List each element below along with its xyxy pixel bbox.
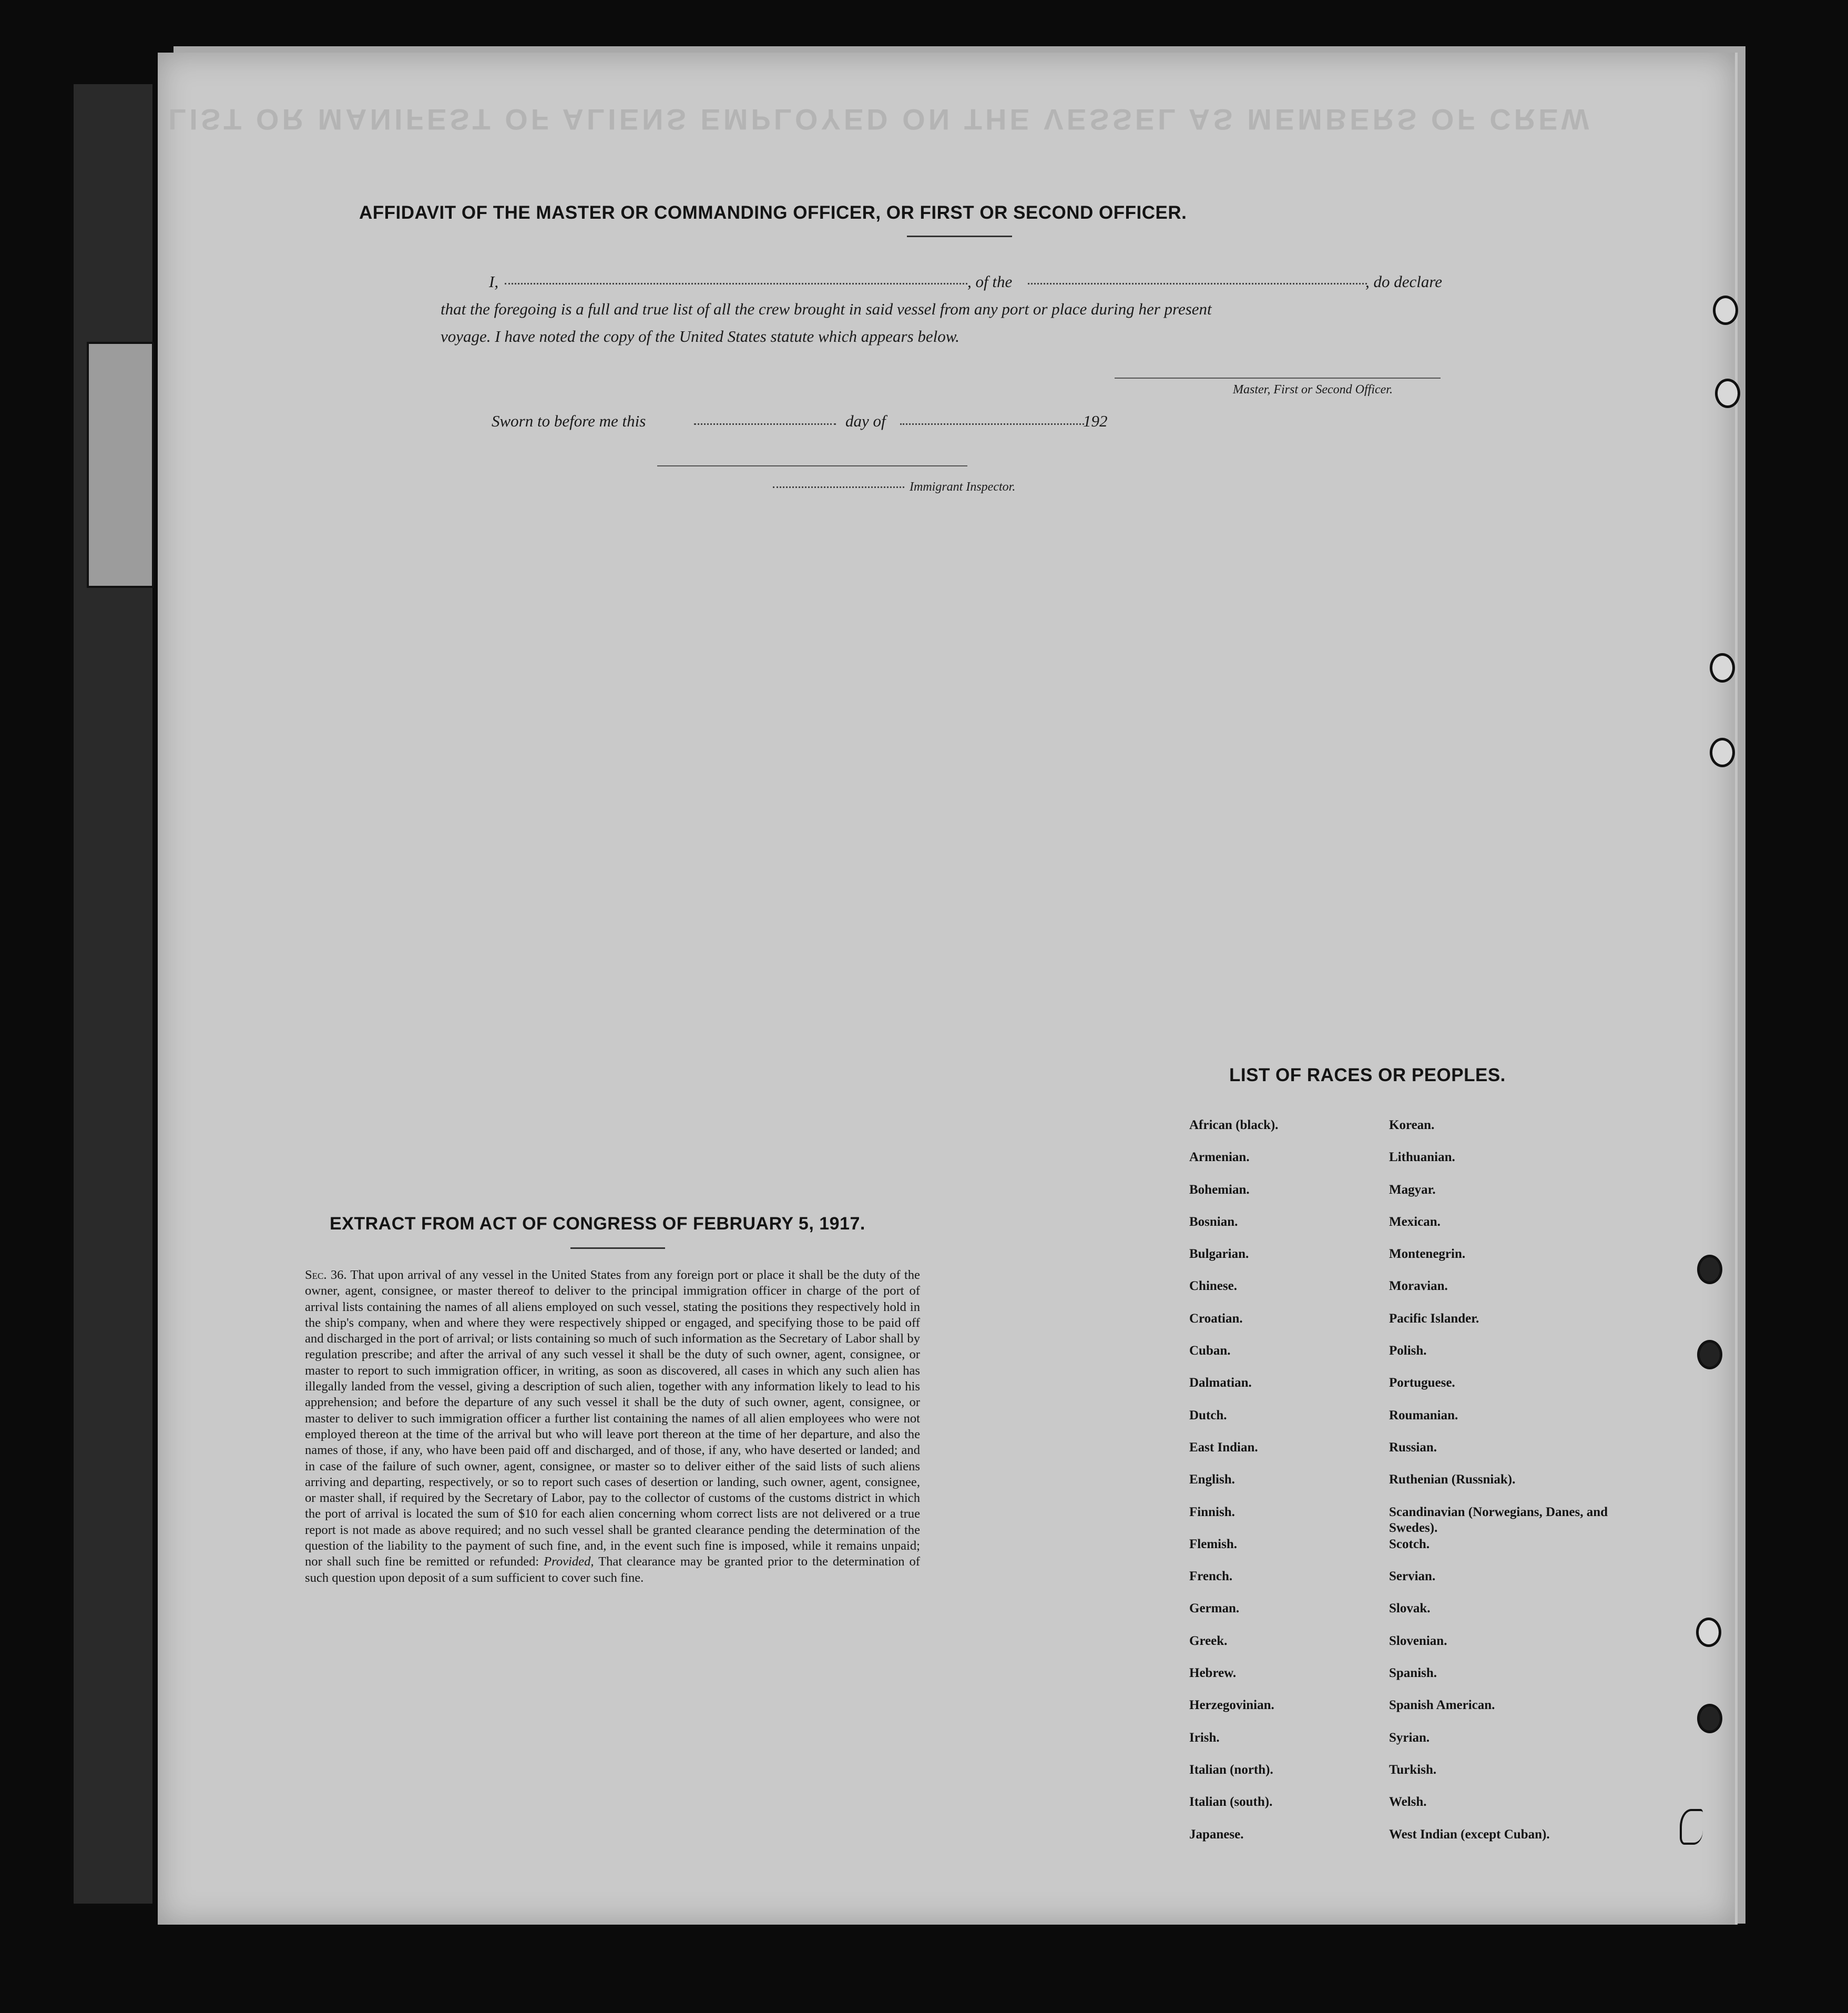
master-caption: Master, First or Second Officer. [1233,383,1393,396]
binder-hole-icon [1697,1255,1722,1284]
provided-word: Provided, [544,1554,594,1569]
affidavit-i-label: I, [489,272,499,291]
adjacent-page-box [87,342,154,588]
race-item: Welsh. [1389,1795,1427,1809]
races-column-1 [1189,1117,1400,1859]
race-item: Italian (south). [1189,1795,1273,1809]
sworn-day-blank[interactable] [694,423,836,425]
race-item: Portuguese. [1389,1376,1455,1390]
race-item: Spanish. [1389,1666,1437,1681]
affidavit-line-3: voyage. I have noted the copy of the United States statute which appears below. [441,327,959,345]
affidavit-title: AFFIDAVIT OF THE MASTER OR COMMANDING OFFICER, OR FIRST OR SECOND OFFICER. [359,202,1187,223]
race-item: Bohemian. [1189,1182,1250,1197]
day-of-label: day of [845,412,886,430]
section-text-end: That clearance may be granted prior to the determination of such question upon deposit of a sum sufficient to cover such fine. [305,1554,920,1585]
race-item: Slovenian. [1389,1633,1447,1648]
race-item: Spanish American. [1389,1698,1495,1713]
race-item: Moravian. [1389,1279,1448,1294]
inspector-signature-line[interactable] [657,465,967,466]
extract-title: EXTRACT FROM ACT OF CONGRESS OF FEBRUARY 5, 1917. [330,1214,865,1234]
race-item: Russian. [1389,1440,1437,1455]
bleed-through-text: LIST OR MANIFEST OF ALIENS EMPLOYED ON THE VESSEL AS MEMBERS OF CREW [168,103,1592,136]
race-item: Japanese. [1189,1827,1244,1842]
race-item: Flemish. [1189,1537,1237,1551]
inspector-name-blank[interactable] [773,486,904,488]
race-item: Servian. [1389,1569,1436,1584]
extract-title-rule [570,1247,665,1249]
year-label: 192 [1083,412,1108,430]
race-item: Polish. [1389,1344,1427,1358]
race-item: Scotch. [1389,1537,1430,1551]
race-item: African (black). [1189,1118,1279,1132]
affidavit-of-the: , of the [967,272,1013,291]
race-item: Roumanian. [1389,1408,1458,1422]
race-item: Italian (north). [1189,1762,1273,1777]
race-item: Mexican. [1389,1214,1441,1229]
race-item: Greek. [1189,1633,1228,1648]
race-item: East Indian. [1189,1440,1258,1455]
binder-hole-icon [1710,738,1735,767]
race-item: Slovak. [1389,1601,1431,1616]
race-item: English. [1189,1472,1235,1487]
affidavit-do-declare: , do declare [1365,272,1443,291]
race-item: Armenian. [1189,1150,1250,1165]
race-item: French. [1189,1569,1233,1584]
race-item: Chinese. [1189,1279,1237,1294]
vessel-blank[interactable] [1028,283,1367,284]
race-item: Scandinavian (Norwegians, Danes, and Swedes). [1389,1504,1608,1535]
race-item: Syrian. [1389,1730,1430,1745]
binder-hole-icon [1697,1704,1722,1733]
race-item: Dutch. [1189,1408,1227,1422]
race-item: Croatian. [1189,1311,1243,1326]
name-blank[interactable] [505,283,967,284]
race-item: Lithuanian. [1389,1150,1455,1165]
extract-body [305,1267,920,1586]
races-column-2 [1389,1117,1610,1859]
binder-hole-icon [1710,653,1735,683]
race-item: Dalmatian. [1189,1376,1252,1390]
race-item: Pacific Islander. [1389,1311,1479,1326]
race-item: Bulgarian. [1189,1247,1249,1262]
race-item: Finnish. [1189,1504,1235,1519]
race-item: Montenegrin. [1389,1247,1466,1262]
race-item: Herzegovinian. [1189,1698,1274,1713]
sworn-month-blank[interactable] [900,423,1084,425]
race-item: Turkish. [1389,1762,1437,1777]
race-item: Bosnian. [1189,1214,1238,1229]
affidavit-title-rule [907,236,1012,237]
section-number: Sec. 36. [305,1268,347,1282]
binder-hole-icon [1696,1618,1721,1647]
affidavit-line-2: that the foregoing is a full and true list of all the crew brought in said vessel from any port or place during her present [441,300,1212,318]
race-item: Ruthenian (Russniak). [1389,1472,1516,1487]
binder-hole-icon [1713,296,1738,325]
race-item: Cuban. [1189,1344,1231,1358]
section-text: That upon arrival of any vessel in the United States from any foreign port or place it shall be the duty of the owner, agent, consignee, or master thereof to deliver to the principal immigration officer in charge of the port of arrival lists containing the names of all aliens employed on such vessel, stating the positions they respectively hold in the ship's company, when and where they were respectively shipped or engaged, and specifying those to be paid off and discharged in the port of arrival; or lists containing so much of such information as the Secretary of Labor shall by regulation prescribe; and after the arrival of any such vessel it shall be the duty of such owner, agent, consignee, or master to report to such immigration officer, in writing, as soon as discovered, all cases in which any such alien has illegally landed from the vessel, giving a description of such alien, together with any information likely to lead to his apprehension; and before the departure of any such vessel it shall be the duty of such owner, agent, consignee, or master to deliver to such immigration officer a further list containing the names of all alien employees who were not employed thereon at the time of the arrival but who will leave port thereon at the time of her departure, and also the names of those, if any, who have been paid off and discharged, and of those, if any, who have deserted or landed; and in case of the failure of such owner, agent, consignee, or master so to deliver either of the said lists of such aliens arriving and departing, respectively, or so to report such cases of desertion or landing, such owner, agent, consignee, or master shall, if required by the Secretary of Labor, pay to the collector of customs of the customs district in which the port of arrival is located the sum of $10 for each alien concerning whom correct lists are not delivered or a true report is not made as above required; and no such vessel shall be granted clearance pending the determination of the question of the liability to the payment of such fine, and, in the event such fine is imposed, while it remains unpaid; nor shall such fine be remitted or refunded: [305,1268,920,1569]
master-signature-line[interactable] [1115,378,1441,379]
races-title: LIST OF RACES OR PEOPLES. [1229,1065,1506,1085]
race-item: Korean. [1389,1118,1435,1132]
race-item: German. [1189,1601,1240,1616]
inspector-caption: Immigrant Inspector. [910,480,1016,494]
race-item: Hebrew. [1189,1666,1237,1681]
binder-hole-icon [1697,1340,1722,1369]
race-item: Magyar. [1389,1182,1436,1197]
race-item: West Indian (except Cuban). [1389,1827,1550,1842]
binder-hole-icon [1715,379,1740,408]
sworn-label: Sworn to before me this [492,412,646,430]
handwritten-mark-icon [1680,1809,1703,1845]
race-item: Irish. [1189,1730,1220,1745]
